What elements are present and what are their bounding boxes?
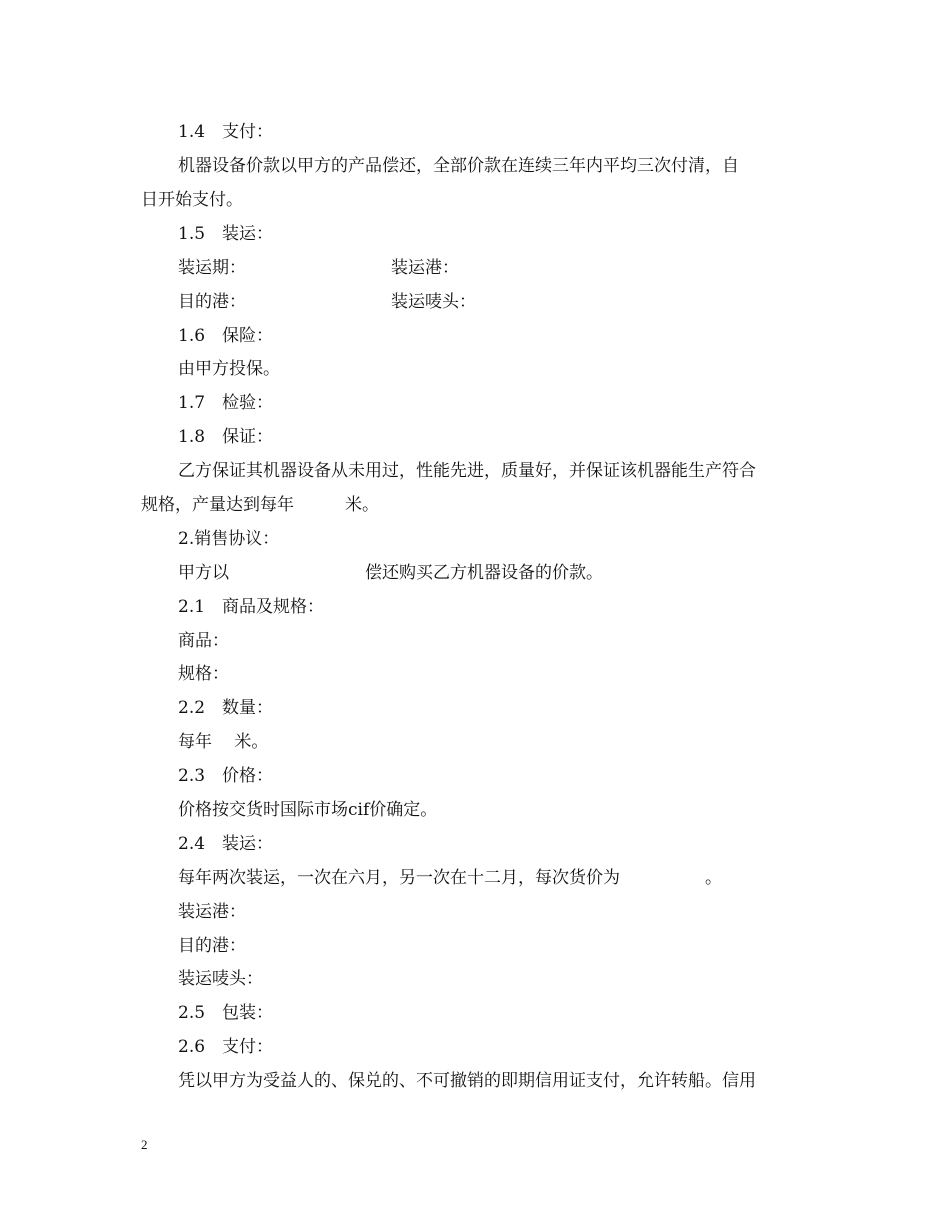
section-1-8-heading: 1.8 保证：: [178, 427, 274, 447]
paragraph-line: 每年 米。: [178, 732, 269, 752]
section-1-6-heading: 1.6 保险：: [178, 326, 274, 346]
page-number: 2: [141, 1137, 148, 1152]
section-1-4-heading: 1.4 支付：: [178, 122, 274, 142]
section-2-1-heading: 2.1 商品及规格：: [178, 597, 325, 617]
destination-port-label: 目的港：: [178, 292, 246, 312]
shipment-period-label: 装运期：: [178, 258, 246, 278]
section-2-6-heading: 2.6 支付：: [178, 1037, 274, 1057]
section-2-3-heading: 2.3 价格：: [178, 766, 274, 786]
specification-label: 规格：: [178, 664, 229, 684]
paragraph-line: 价格按交货时国际市场cif价确定。: [178, 800, 438, 820]
paragraph-line: 每年两次装运，一次在六月，另一次在十二月，每次货价为 。: [178, 868, 722, 888]
loading-port-label: 装运港：: [391, 258, 459, 278]
section-1-5-heading: 1.5 装运：: [178, 224, 274, 244]
paragraph-line: 日开始支付。: [141, 190, 243, 210]
section-2-5-heading: 2.5 包装：: [178, 1003, 274, 1023]
section-2-heading: 2.销售协议：: [178, 529, 280, 549]
paragraph-line: 凭以甲方为受益人的、保兑的、不可撤销的即期信用证支付，允许转船。信用: [178, 1071, 756, 1091]
paragraph-line: 由甲方投保。: [178, 359, 280, 379]
shipping-mark-label: 装运唛头：: [178, 969, 263, 989]
loading-port-label: 装运港：: [178, 902, 246, 922]
paragraph-line: 规格，产量达到每年 米。: [141, 495, 379, 515]
commodity-label: 商品：: [178, 631, 229, 651]
destination-port-label: 目的港：: [178, 936, 246, 956]
paragraph-line: 乙方保证其机器设备从未用过，性能先进，质量好，并保证该机器能生产符合: [178, 461, 756, 481]
section-2-2-heading: 2.2 数量：: [178, 698, 274, 718]
section-2-4-heading: 2.4 装运：: [178, 834, 274, 854]
section-1-7-heading: 1.7 检验：: [178, 393, 274, 413]
paragraph-line: 机器设备价款以甲方的产品偿还，全部价款在连续三年内平均三次付清，自: [178, 156, 739, 176]
shipping-mark-label: 装运唛头：: [391, 292, 476, 312]
paragraph-line: 甲方以 偿还购买乙方机器设备的价款。: [178, 563, 603, 583]
